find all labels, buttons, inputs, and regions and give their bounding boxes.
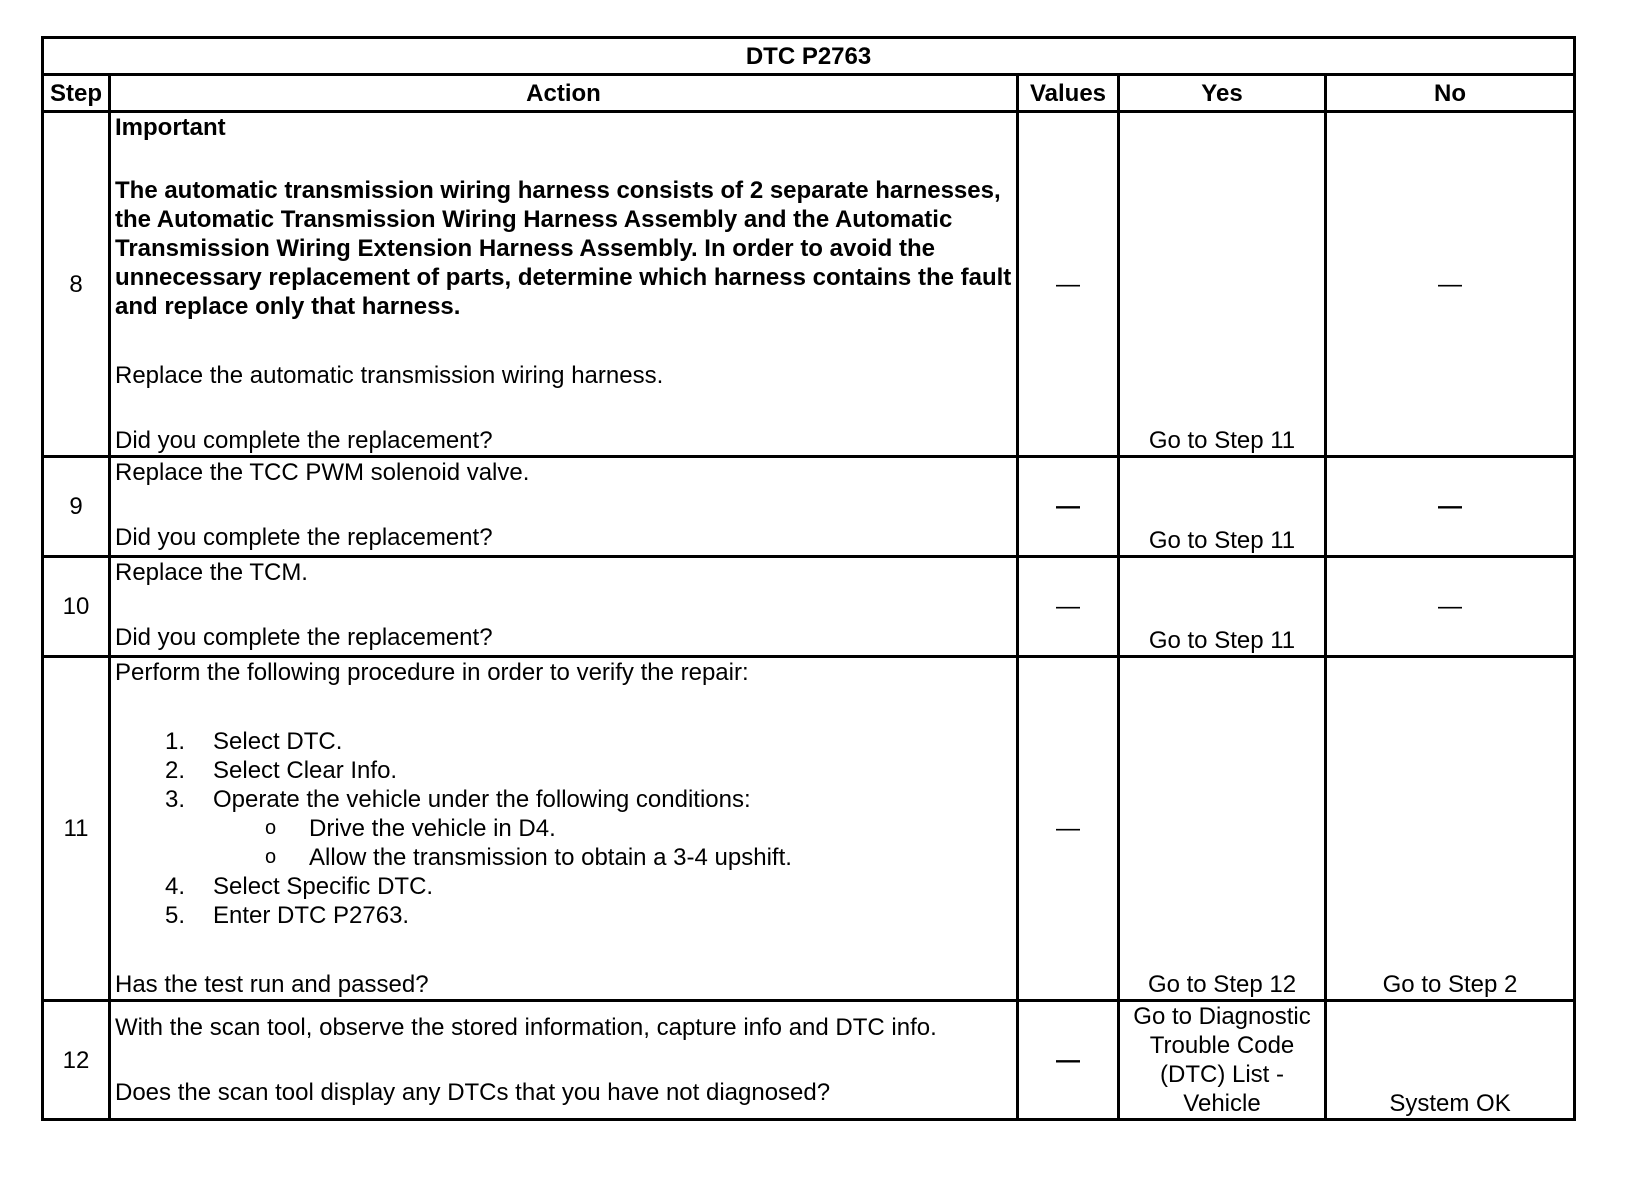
values-cell: — [1018,657,1119,1001]
action-cell [110,657,1018,1001]
instruction: Perform the following procedure in order to verify the repair: [115,659,749,686]
dtc-table [41,36,1576,1121]
action-cell [110,112,1018,457]
table-row [43,1001,1575,1120]
list-item: 5. Enter DTC P2763. [165,902,410,929]
no-cell: Go to Step 2 [1326,657,1575,1001]
yes-cell: Go to Step 11 [1119,557,1326,657]
values-cell: — [1018,112,1119,457]
bullet-icon: o [265,817,277,839]
conditions-list [213,814,1012,872]
action-cell [110,557,1018,657]
no-cell: — [1326,557,1575,657]
yes-cell: Go to Step 11 [1119,112,1326,457]
step-number: 12 [43,1001,110,1120]
question: Does the scan tool display any DTCs that you have not diagnosed? [115,1079,831,1106]
table-row [43,457,1575,557]
table-title: DTC P2763 [43,38,1575,75]
table-row [43,557,1575,657]
important-label: Important [115,114,226,141]
step-number: 9 [43,457,110,557]
step-number: 8 [43,112,110,457]
table-row [43,657,1575,1001]
values-cell: — [1018,557,1119,657]
header-action: Action [110,75,1018,112]
no-cell: System OK [1326,1001,1575,1120]
step-number: 11 [43,657,110,1001]
question: Has the test run and passed? [115,971,429,998]
yes-cell: Go to Step 11 [1119,457,1326,557]
instruction: Replace the TCC PWM solenoid valve. [115,459,530,486]
instruction: Replace the TCM. [115,559,308,586]
header-no: No [1326,75,1575,112]
list-item: 4. Select Specific DTC. [165,873,434,900]
action-cell [110,1001,1018,1120]
no-cell: — [1326,112,1575,457]
list-item: 1. Select DTC. [165,728,343,755]
yes-cell: Go to Step 12 [1119,657,1326,1001]
header-values: Values [1018,75,1119,112]
bullet-icon: o [265,846,277,868]
values-cell: — [1018,1001,1119,1120]
values-cell: — [1018,457,1119,557]
header-yes: Yes [1119,75,1326,112]
question: Did you complete the replacement? [115,624,493,651]
instruction: With the scan tool, observe the stored information, capture info and DTC info. [115,1014,937,1041]
list-item: o Drive the vehicle in D4. [265,815,556,842]
important-text: The automatic transmission wiring harness consists of 2 separate harnesses, the Automatic Transmission Wiring Harness Assembly and the Automatic Transmission Wiring Extension Harness Assembly. In order to avoid the unnecessary replacement of parts, determine which harness contains the fault and replace only that harness. [115,177,1012,320]
yes-cell: Go to Diagnostic Trouble Code (DTC) List - Vehicle [1119,1001,1326,1120]
question: Did you complete the replacement? [115,427,493,454]
header-step: Step [43,75,110,112]
list-item: 2. Select Clear Info. [165,757,398,784]
instruction: Replace the automatic transmission wiring harness. [115,362,664,389]
list-item: 3. Operate the vehicle under the following conditions: o Drive the vehicle in D4. o Allow the transmission to obtain a 3-4 upshift. [165,785,1012,872]
procedure-list [115,727,1012,930]
question: Did you complete the replacement? [115,524,493,551]
step-number: 10 [43,557,110,657]
list-item: o Allow the transmission to obtain a 3-4 upshift. [265,844,792,871]
no-cell: — [1326,457,1575,557]
table-row [43,112,1575,457]
action-cell [110,457,1018,557]
